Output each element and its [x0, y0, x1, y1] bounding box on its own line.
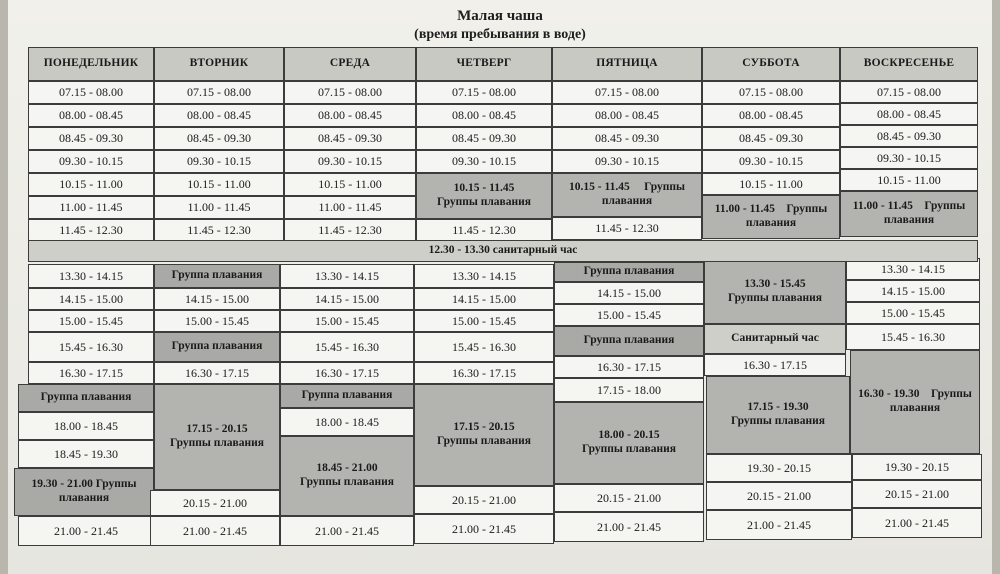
time-slot: 11.45 - 12.30: [284, 219, 416, 242]
swim-group-label: плавания: [889, 402, 941, 414]
time-slot: 09.30 - 10.15: [28, 150, 154, 173]
time-slot: 08.45 - 09.30: [552, 127, 702, 150]
swim-group-block: [704, 260, 846, 324]
time-slot: 08.00 - 08.45: [284, 104, 416, 127]
time-slot: 18.00 - 18.45: [18, 412, 154, 440]
time-slot: 09.30 - 10.15: [416, 150, 552, 173]
time-slot: 11.45 - 12.30: [416, 219, 552, 242]
time-slot: 19.30 - 20.15: [852, 454, 982, 480]
swim-group-label: плавания: [745, 217, 797, 229]
swim-group-block: [554, 402, 704, 484]
time-slot: 16.30 - 17.15: [280, 362, 414, 384]
swim-group-label: Группы плавания: [170, 437, 264, 449]
day-header-saturday: СУББОТА: [702, 47, 840, 81]
time-slot: 10.15 - 11.00: [702, 173, 840, 195]
time-slot: 08.45 - 09.30: [702, 127, 840, 150]
swim-group-block: Группа плавания: [154, 264, 280, 288]
swim-group-block: Группа плавания: [154, 332, 280, 362]
time-slot: 15.00 - 15.45: [28, 310, 154, 332]
time-slot: 08.45 - 09.30: [840, 125, 978, 147]
time-slot: 11.00 - 11.45: [284, 196, 416, 219]
time-slot: 07.15 - 08.00: [154, 81, 284, 104]
time-slot: 10.15 - 11.00: [284, 173, 416, 196]
time-slot: 18.00 - 18.45: [280, 408, 414, 436]
time-slot: 08.00 - 08.45: [154, 104, 284, 127]
time-slot: 16.30 - 17.15: [554, 356, 704, 378]
swim-group-time: 17.15 - 20.15: [186, 423, 248, 436]
swim-group-block: [416, 173, 552, 219]
time-slot: 08.45 - 09.30: [28, 127, 154, 150]
time-slot: 08.45 - 09.30: [284, 127, 416, 150]
time-slot: 13.30 - 14.15: [414, 264, 554, 288]
time-slot: 20.15 - 21.00: [706, 482, 852, 510]
swim-group-block: [280, 436, 414, 516]
time-slot: 19.30 - 20.15: [706, 454, 852, 482]
swim-group-block: [552, 173, 702, 217]
time-slot: 11.45 - 12.30: [154, 219, 284, 242]
time-slot: 11.00 - 11.45: [154, 196, 284, 219]
time-slot: 20.15 - 21.00: [852, 480, 982, 508]
page-subtitle: (время пребывания в воде): [414, 27, 586, 42]
time-slot: 16.30 - 17.15: [704, 354, 846, 376]
time-slot: 14.15 - 15.00: [846, 280, 980, 302]
time-slot: 20.15 - 21.00: [414, 486, 554, 514]
swim-group-label: плавания: [601, 195, 653, 207]
day-header-monday: ПОНЕДЕЛЬНИК: [28, 47, 154, 81]
time-slot: 15.45 - 16.30: [846, 324, 980, 350]
time-slot: 21.00 - 21.45: [852, 508, 982, 538]
time-slot: 15.00 - 15.45: [154, 310, 280, 332]
day-header-tuesday: ВТОРНИК: [154, 47, 284, 81]
time-slot: 10.15 - 11.00: [840, 169, 978, 191]
time-slot: 07.15 - 08.00: [702, 81, 840, 104]
time-slot: 11.45 - 12.30: [552, 217, 702, 240]
swim-group-block: [702, 195, 840, 239]
time-slot: 21.00 - 21.45: [554, 512, 704, 542]
swim-group-time: 16.30 - 19.30 Группы: [858, 388, 972, 401]
swim-group-label: Группы плавания: [300, 476, 394, 488]
swim-group-time: 18.00 - 20.15: [598, 429, 660, 442]
swim-group-block: [414, 384, 554, 486]
time-slot: 16.30 - 17.15: [414, 362, 554, 384]
time-slot: 21.00 - 21.45: [18, 516, 154, 546]
time-slot: 09.30 - 10.15: [284, 150, 416, 173]
swim-group-label: плавания: [883, 214, 935, 226]
time-slot: 09.30 - 10.15: [702, 150, 840, 173]
swim-group-time: 17.15 - 20.15: [453, 421, 515, 434]
swim-group-time: 11.00 - 11.45 Группы: [714, 203, 828, 216]
sanitary-hour-block: Санитарный час: [704, 324, 846, 354]
time-slot: 11.00 - 11.45: [28, 196, 154, 219]
swim-group-label: Группы плавания: [437, 435, 531, 447]
time-slot: 20.15 - 21.00: [150, 490, 280, 516]
swim-group-time: 18.45 - 21.00: [316, 462, 378, 475]
time-slot: 08.45 - 09.30: [154, 127, 284, 150]
swim-group-block: [154, 384, 280, 490]
time-slot: 10.15 - 11.00: [154, 173, 284, 196]
time-slot: 21.00 - 21.45: [280, 516, 414, 546]
time-slot: 15.00 - 15.45: [554, 304, 704, 326]
time-slot: 07.15 - 08.00: [416, 81, 552, 104]
page-title: Малая чаша: [457, 8, 543, 24]
time-slot: 15.45 - 16.30: [280, 332, 414, 362]
time-slot: 10.15 - 11.00: [28, 173, 154, 196]
time-slot: 14.15 - 15.00: [414, 288, 554, 310]
swim-group-block: Группа плавания: [554, 262, 704, 282]
time-slot: 07.15 - 08.00: [28, 81, 154, 104]
day-header-wednesday: СРЕДА: [284, 47, 416, 81]
time-slot: 07.15 - 08.00: [840, 81, 978, 103]
time-slot: 21.00 - 21.45: [706, 510, 852, 540]
time-slot: 09.30 - 10.15: [552, 150, 702, 173]
time-slot: 13.30 - 14.15: [846, 258, 980, 280]
swim-group-label: Группы плавания: [582, 443, 676, 455]
time-slot: 14.15 - 15.00: [154, 288, 280, 310]
time-slot: 14.15 - 15.00: [554, 282, 704, 304]
swim-group-time: 17.15 - 19.30: [747, 401, 809, 414]
swim-group-block: [850, 350, 980, 454]
time-slot: 18.45 - 19.30: [18, 440, 154, 468]
swim-group-block: Группа плавания: [18, 384, 154, 412]
time-slot: 07.15 - 08.00: [284, 81, 416, 104]
day-header-friday: ПЯТНИЦА: [552, 47, 702, 81]
swim-group-block: [706, 376, 850, 454]
swim-group-block: 19.30 - 21.00 Группы плавания: [14, 468, 154, 516]
time-slot: 14.15 - 15.00: [280, 288, 414, 310]
swim-group-time: 10.15 - 11.45: [453, 182, 515, 195]
time-slot: 09.30 - 10.15: [154, 150, 284, 173]
time-slot: 21.00 - 21.45: [150, 516, 280, 546]
time-slot: 11.45 - 12.30: [28, 219, 154, 242]
time-slot: 20.15 - 21.00: [554, 484, 704, 512]
time-slot: 13.30 - 14.15: [28, 264, 154, 288]
day-header-thursday: ЧЕТВЕРГ: [416, 47, 552, 81]
swim-group-time: 11.00 - 11.45 Группы: [852, 200, 966, 213]
day-header-sunday: ВОСКРЕСЕНЬЕ: [840, 47, 978, 81]
time-slot: 08.00 - 08.45: [416, 104, 552, 127]
time-slot: 16.30 - 17.15: [154, 362, 280, 384]
time-slot: 09.30 - 10.15: [840, 147, 978, 169]
sanitary-break-row: 12.30 - 13.30 санитарный час: [28, 240, 978, 262]
time-slot: 16.30 - 17.15: [28, 362, 154, 384]
time-slot: 17.15 - 18.00: [554, 378, 704, 402]
time-slot: 15.00 - 15.45: [280, 310, 414, 332]
swim-group-label: Группы плавания: [728, 292, 822, 304]
time-slot: 08.00 - 08.45: [28, 104, 154, 127]
time-slot: 15.45 - 16.30: [28, 332, 154, 362]
swim-group-time: 13.30 - 15.45: [744, 278, 806, 291]
time-slot: 15.00 - 15.45: [414, 310, 554, 332]
time-slot: 07.15 - 08.00: [552, 81, 702, 104]
time-slot: 08.45 - 09.30: [416, 127, 552, 150]
time-slot: 08.00 - 08.45: [702, 104, 840, 127]
swim-group-block: Группа плавания: [554, 326, 704, 356]
time-slot: 21.00 - 21.45: [414, 514, 554, 544]
swim-group-label: Группы плавания: [437, 196, 531, 208]
swim-group-time: 10.15 - 11.45 Группы: [569, 181, 685, 194]
time-slot: 08.00 - 08.45: [552, 104, 702, 127]
time-slot: 14.15 - 15.00: [28, 288, 154, 310]
time-slot: 08.00 - 08.45: [840, 103, 978, 125]
swim-group-label: Группы плавания: [731, 415, 825, 427]
swim-group-block: Группа плавания: [280, 384, 414, 408]
time-slot: 15.00 - 15.45: [846, 302, 980, 324]
swim-group-block: [840, 191, 978, 237]
time-slot: 13.30 - 14.15: [280, 264, 414, 288]
time-slot: 15.45 - 16.30: [414, 332, 554, 362]
